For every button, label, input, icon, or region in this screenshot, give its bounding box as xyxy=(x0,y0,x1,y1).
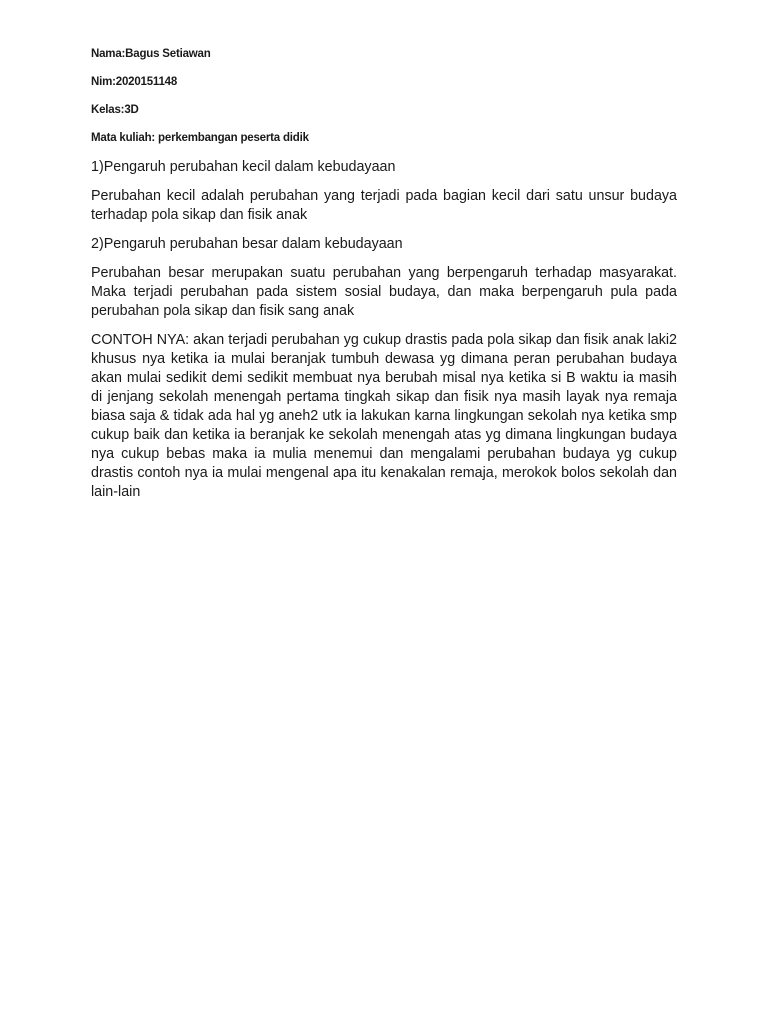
document-content xyxy=(91,46,677,512)
example-paragraph: CONTOH NYA: akan terjadi perubahan yg cukup drastis pada pola sikap dan fisik anak laki2 khusus nya ketika ia mulai beranjak tumbuh dewasa yg dimana peran perubahan budaya akan mulai sedikit demi sedikit membuat nya berubah misal nya ketika si B waktu ia masih di jenjang sekolah menengah pertama tingkah sikap dan fisik nya masih layak nya remaja biasa saja & tidak ada hal yg aneh2 utk ia lakukan karna lingkungan sekolah nya ketika smp cukup baik dan ketika ia beranjak ke sekolah menengah atas yg dimana lingkungan budaya nya cukup bebas maka ia mulia menemui dan mengalami perubahan budaya yg cukup drastis contoh nya ia mulai mengenal apa itu kenakalan remaja, merokok bolos sekolah dan lain-lain xyxy=(91,332,677,500)
section-body-small-change: Perubahan kecil adalah perubahan yang terjadi pada bagian kecil dari satu unsur budaya terhadap pola sikap dan fisik anak xyxy=(91,188,677,223)
student-name: Nama:Bagus Setiawan xyxy=(91,48,211,60)
student-nim: Nim:2020151148 xyxy=(91,76,178,88)
section-body-big-change: Perubahan besar merupakan suatu perubahan yang berpengaruh terhadap masyarakat. Maka terjadi perubahan pada sistem sosial budaya, dan maka berpengaruh pula pada perubahan pola sikap dan fisik sang anak xyxy=(91,265,677,319)
student-class: Kelas:3D xyxy=(91,104,139,116)
section-heading-big-change: 2)Pengaruh perubahan besar dalam kebudayaan xyxy=(91,236,403,252)
course-name: Mata kuliah: perkembangan peserta didik xyxy=(91,132,309,144)
section-heading-small-change: 1)Pengaruh perubahan kecil dalam kebudayaan xyxy=(91,159,396,175)
